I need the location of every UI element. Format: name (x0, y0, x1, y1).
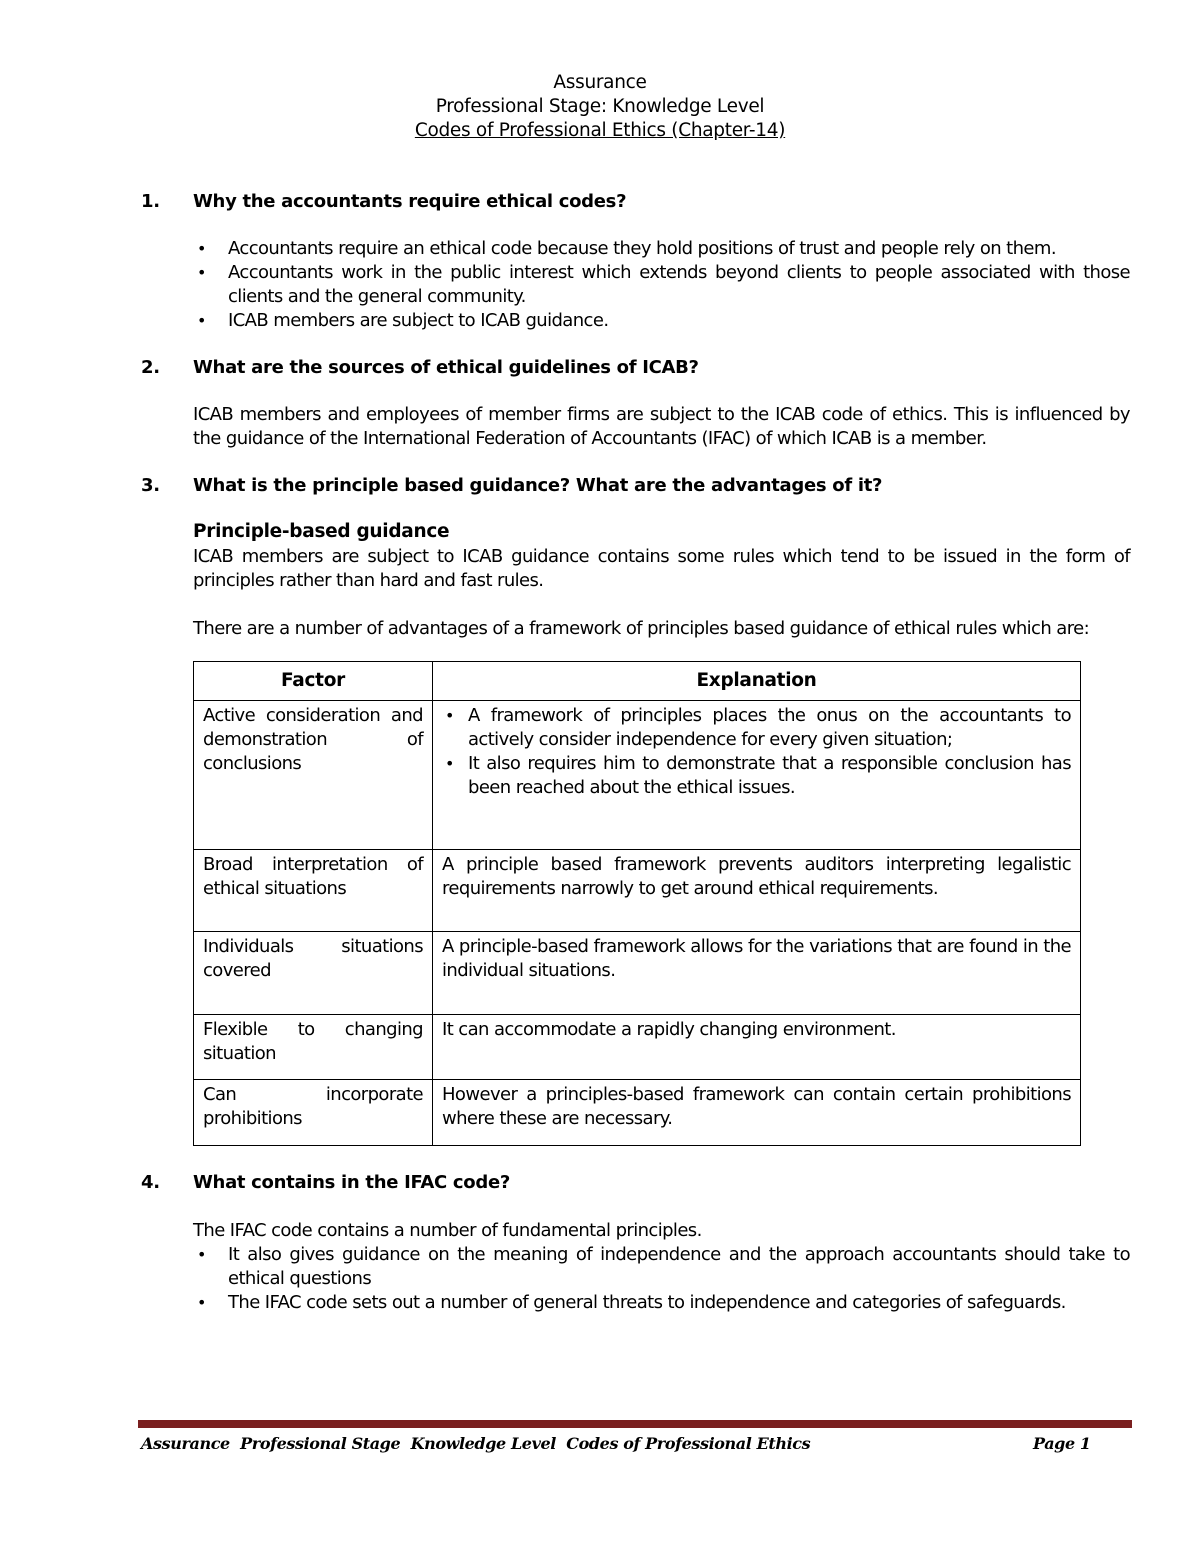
question-number: 2. (141, 357, 160, 378)
question-heading: What contains in the IFAC code? (193, 1172, 511, 1193)
answer-paragraph: ICAB members and employees of member firms are subject to the ICAB code of ethics. This is influenced by the guidance of the International Federation of Accountants (IFAC) of which ICAB is a member. (193, 404, 1130, 449)
explanation-cell: It can accommodate a rapidly changing environment. (433, 1015, 1081, 1080)
table-header-row (194, 662, 1081, 701)
table-row (194, 701, 1081, 850)
factor-cell: Can incorporate prohibitions (194, 1080, 433, 1146)
footer-rule (138, 1420, 1132, 1428)
answer-paragraph: ICAB members are subject to ICAB guidance contains some rules which tend to be issued in the form of principles rather than hard and fast rules. (193, 546, 1130, 591)
list-item: • It also requires him to demonstrate that a responsible conclusion has been reached about the ethical issues. (442, 752, 1071, 800)
advantages-table (193, 661, 1081, 1146)
question-heading: Why the accountants require ethical codes? (193, 191, 627, 212)
answer-paragraph: There are a number of advantages of a framework of principles based guidance of ethical rules which are: (193, 618, 1090, 639)
explanation-cell: A principle based framework prevents auditors interpreting legalistic requirements narrowly to get around ethical requirements. (433, 850, 1081, 932)
question-heading: What are the sources of ethical guidelines of ICAB? (193, 357, 699, 378)
factor-cell: Active consideration and demonstration of conclusions (194, 701, 433, 850)
explanation-cell: However a principles-based framework can contain certain prohibitions where these are necessary. (433, 1080, 1081, 1146)
page-number: Page 1 (1033, 1434, 1091, 1453)
doc-subject: Assurance (553, 72, 647, 93)
column-header-factor: Factor (194, 662, 433, 701)
section-subheading: Principle-based guidance (193, 521, 450, 542)
list-item: • Accountants require an ethical code because they hold positions of trust and people rely on them. (193, 237, 1130, 261)
column-header-explanation: Explanation (433, 662, 1081, 701)
question-number: 3. (141, 475, 160, 496)
doc-title: Codes of Professional Ethics (Chapter-14) (414, 120, 786, 141)
question-number: 1. (141, 191, 160, 212)
question-heading: What is the principle based guidance? What are the advantages of it? (193, 475, 883, 496)
list-item: • Accountants work in the public interest which extends beyond clients to people associated with those clients and the general community. (193, 261, 1130, 309)
footer-title: Assurance Professional Stage Knowledge Level Codes of Professional Ethics (141, 1434, 811, 1453)
table-row (194, 1080, 1081, 1146)
explanation-cell (433, 701, 1081, 850)
table-row (194, 932, 1081, 1015)
list-item: • A framework of principles places the onus on the accountants to actively consider independence for every given situation; (442, 704, 1071, 752)
list-item: • It also gives guidance on the meaning of independence and the approach accountants should take to ethical questions (193, 1243, 1130, 1291)
table-row (194, 1015, 1081, 1080)
factor-cell: Broad interpretation of ethical situations (194, 850, 433, 932)
question-number: 4. (141, 1172, 160, 1193)
list-item: • ICAB members are subject to ICAB guidance. (193, 309, 1130, 333)
table-row (194, 850, 1081, 932)
list-item: • The IFAC code sets out a number of general threats to independence and categories of safeguards. (193, 1291, 1130, 1315)
factor-cell: Flexible to changing situation (194, 1015, 433, 1080)
bullet-list (193, 1243, 1130, 1315)
explanation-cell: A principle-based framework allows for the variations that are found in the individual situations. (433, 932, 1081, 1015)
answer-paragraph: The IFAC code contains a number of fundamental principles. (193, 1220, 702, 1241)
bullet-list (193, 237, 1130, 333)
factor-cell: Individuals situations covered (194, 932, 433, 1015)
doc-level: Professional Stage: Knowledge Level (435, 96, 765, 117)
